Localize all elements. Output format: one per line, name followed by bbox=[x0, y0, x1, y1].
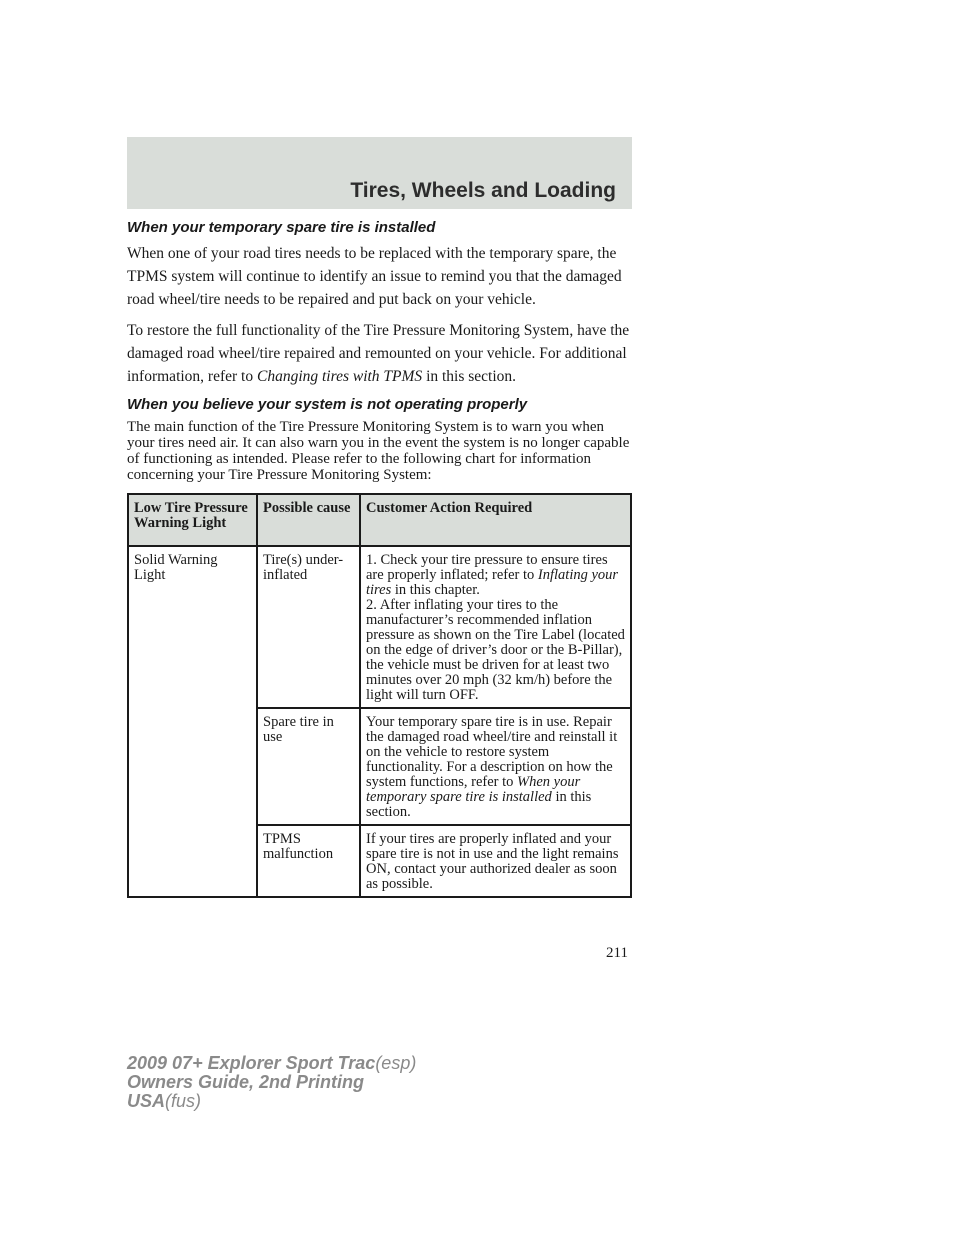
page-content bbox=[127, 219, 632, 898]
warning-light-cell: Solid Warning Light bbox=[128, 546, 257, 897]
document-footer: 2009 07+ Explorer Sport Trac(esp) Owners Guide, 2nd Printing USA(fus) bbox=[127, 1053, 417, 1111]
cause-cell: Spare tire in use bbox=[257, 708, 360, 825]
table-header-row bbox=[128, 494, 631, 546]
cross-reference-changing-tires: Changing tires with TPMS bbox=[256, 368, 423, 385]
cause-cell: TPMS malfunction bbox=[257, 825, 360, 897]
column-header-warning-light: Low Tire Pressure Warning Light bbox=[128, 494, 257, 546]
column-header-action-required: Customer Action Required bbox=[360, 494, 631, 546]
action-cell: 1. Check your tire pressure to ensure tires are properly inflated; refer to Inflating your tires in this chapter. 2. After inflating your tires to the manufacturer’s recommended inflation pressure as shown on the Tire Label (located on the edge of driver’s door or the B-Pillar), the vehicle must be driven for at least two minutes over 20 mph (32 km/h) before the light will turn OFF. bbox=[360, 546, 631, 708]
action-cell: Your temporary spare tire is in use. Repair the damaged road wheel/tire and reinstall it on the vehicle to restore system functionality. For a description on how the system functions, refer to When your temporary spare tire is installed in this section. bbox=[360, 708, 631, 825]
paragraph-spare-intro: When one of your road tires needs to be replaced with the temporary spare, the TPMS system will continue to identify an issue to remind you that the damaged road wheel/tire needs to be repaired and put back on your vehicle. bbox=[127, 245, 622, 308]
cause-cell: Tire(s) under-inflated bbox=[257, 546, 360, 708]
page-number: 211 bbox=[606, 945, 628, 961]
tpms-chart bbox=[127, 493, 632, 898]
table-row bbox=[128, 546, 631, 708]
action-cell: If your tires are properly inflated and your spare tire is not in use and the light remains ON, contact your authorized dealer as soon as possible. bbox=[360, 825, 631, 897]
section-header-band bbox=[127, 137, 632, 209]
paragraph-main-function: The main function of the Tire Pressure Monitoring System is to warn you when your tires need air. It can also warn you in the event the system is no longer capable of functioning as intended. Please refer to the following chart for information concerning your Tire Pressure Monitoring System: bbox=[127, 419, 630, 483]
paragraph-restore: To restore the full functionality of the Tire Pressure Monitoring System, have the damaged road wheel/tire repaired and remounted on your vehicle. For additional information, refer to Changing tires with TPMS in this section. bbox=[127, 322, 630, 385]
heading-temporary-spare: When your temporary spare tire is installed bbox=[127, 219, 436, 236]
section-title: Tires, Wheels and Loading bbox=[350, 179, 616, 202]
column-header-possible-cause: Possible cause bbox=[257, 494, 360, 546]
heading-not-operating: When you believe your system is not operating properly bbox=[127, 396, 528, 413]
